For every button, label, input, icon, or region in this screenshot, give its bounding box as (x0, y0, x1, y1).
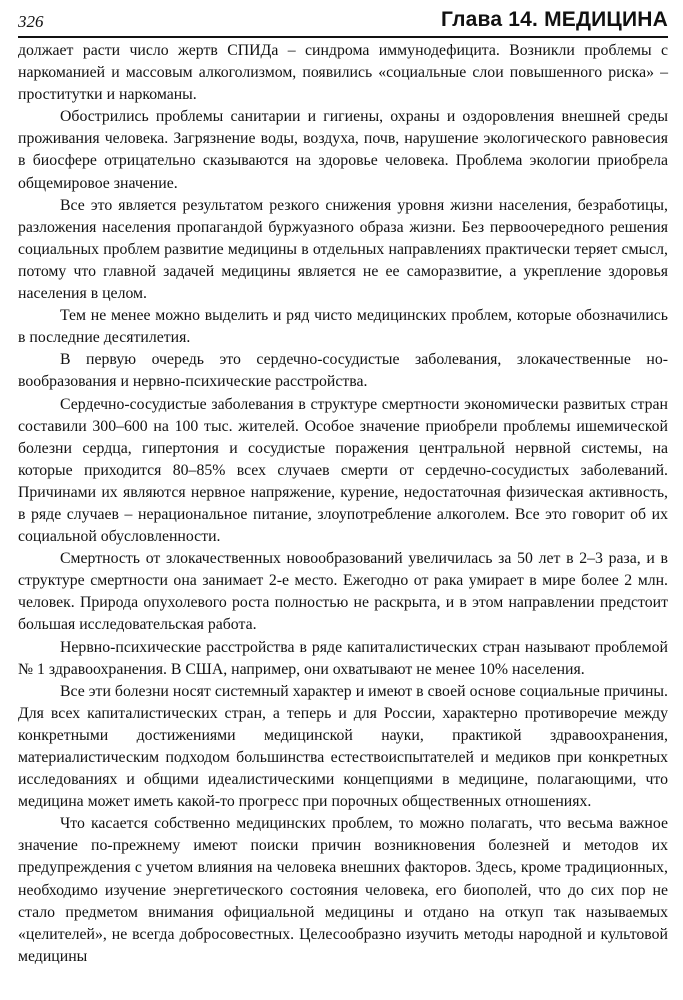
paragraph: Смертность от злокачественных новообразований увеличилась за 50 лет в 2–3 раза, и в структуре смертности она занимает 2-е место. Ежегодно от рака умирает в мире более 2 млн. человек. Природа опухолевого роста полностью не раскрыта, и в этом направлении предстоит большая исследовательская работа. (18, 550, 668, 634)
paragraph-continued: должает расти число жертв СПИДа – синдрома иммунодефицита. Возникли проблемы с наркоманией и массовым алкоголизмом, появились «социальные слои повышенного риска» – проститутки и наркоманы. (18, 42, 668, 104)
paragraph: Все эти болезни носят системный характер и имеют в своей основе социальные причины. Для всех капиталистических стран, а теперь и для России, характерно противоречие между конкретными достижениями медицинской науки, практикой здравоохранения, материалистическим подходом большинства естествоиспытателей и медиков при конкретных исследованиях и общими идеалистическими концепциями в медицине, полагающими, что медицина может иметь какой-то прогресс при порочных общественных отношениях. (18, 682, 668, 811)
paragraph: Нервно-психические расстройства в ряде капиталистических стран называют проблемой № 1 здравоохранения. В США, например, они охватывают не менее 10% населения. (18, 638, 668, 678)
page-header (18, 8, 668, 38)
paragraph: Сердечно-сосудистые заболевания в структуре смертности экономически развитых стран составили 300–600 на 100 тыс. жителей. Особое значение приобрели проблемы ишемической болезни сердца, гипертония и сосудистые поражения центральной нервной системы, на которые приходится 80–85% всех случаев смерти от сердечно-сосудистых заболеваний. Причинами их являются нервное напряжение, курение, недостаточная физическая активность, в ряде случаев – нерациональное питание, злоупотребление алкоголем. Все это говорит об их социальной обусловленности. (18, 395, 668, 546)
paragraph: Тем не менее можно выделить и ряд чисто медицинских проблем, которые обозначились в последние десятилетия. (18, 307, 668, 347)
book-page (18, 8, 668, 992)
paragraph: Обострились проблемы санитарии и гигиены, охраны и оздоровления внешней среды проживания человека. Загрязнение воды, воздуха, почв, нарушение экологического равновесия в биосфере отрицательно сказываются на здоровье человека. Проблема экологии приобрела общемировое значение. (18, 108, 668, 192)
paragraph: Все это является результатом резкого снижения уровня жизни населения, безработицы, разложения населения пропагандой буржуазного образа жизни. Без первоочередного решения социальных проблем развитие медицины в отдельных направлениях практически теряет смысл, потому что главной задачей медицины является не ее саморазвитие, а укрепление здоровья населения в целом. (18, 196, 668, 303)
page-number: 326 (18, 12, 44, 31)
paragraph: В первую очередь это сердечно-сосудистые заболевания, злокачественные новообразования и нервно-психические расстройства. (18, 351, 668, 391)
paragraph: Что касается собственно медицинских проблем, то можно полагать, что весьма важное значение по-прежнему имеют поиски причин возникновения болезней и методов их предупреждения с учетом влияния на человека внешних факторов. Здесь, кроме традиционных, необходимо изучение энергетического состояния человека, его биополей, что до сих пор не стало предметом внимания официальной медицины и отдано на откуп так называемых «целителей», не всегда добросовестных. Целесообразно изучить методы народной и культовой медицины (18, 815, 668, 965)
chapter-title: Глава 14. МЕДИЦИНА (441, 8, 668, 31)
body-text (18, 40, 668, 968)
